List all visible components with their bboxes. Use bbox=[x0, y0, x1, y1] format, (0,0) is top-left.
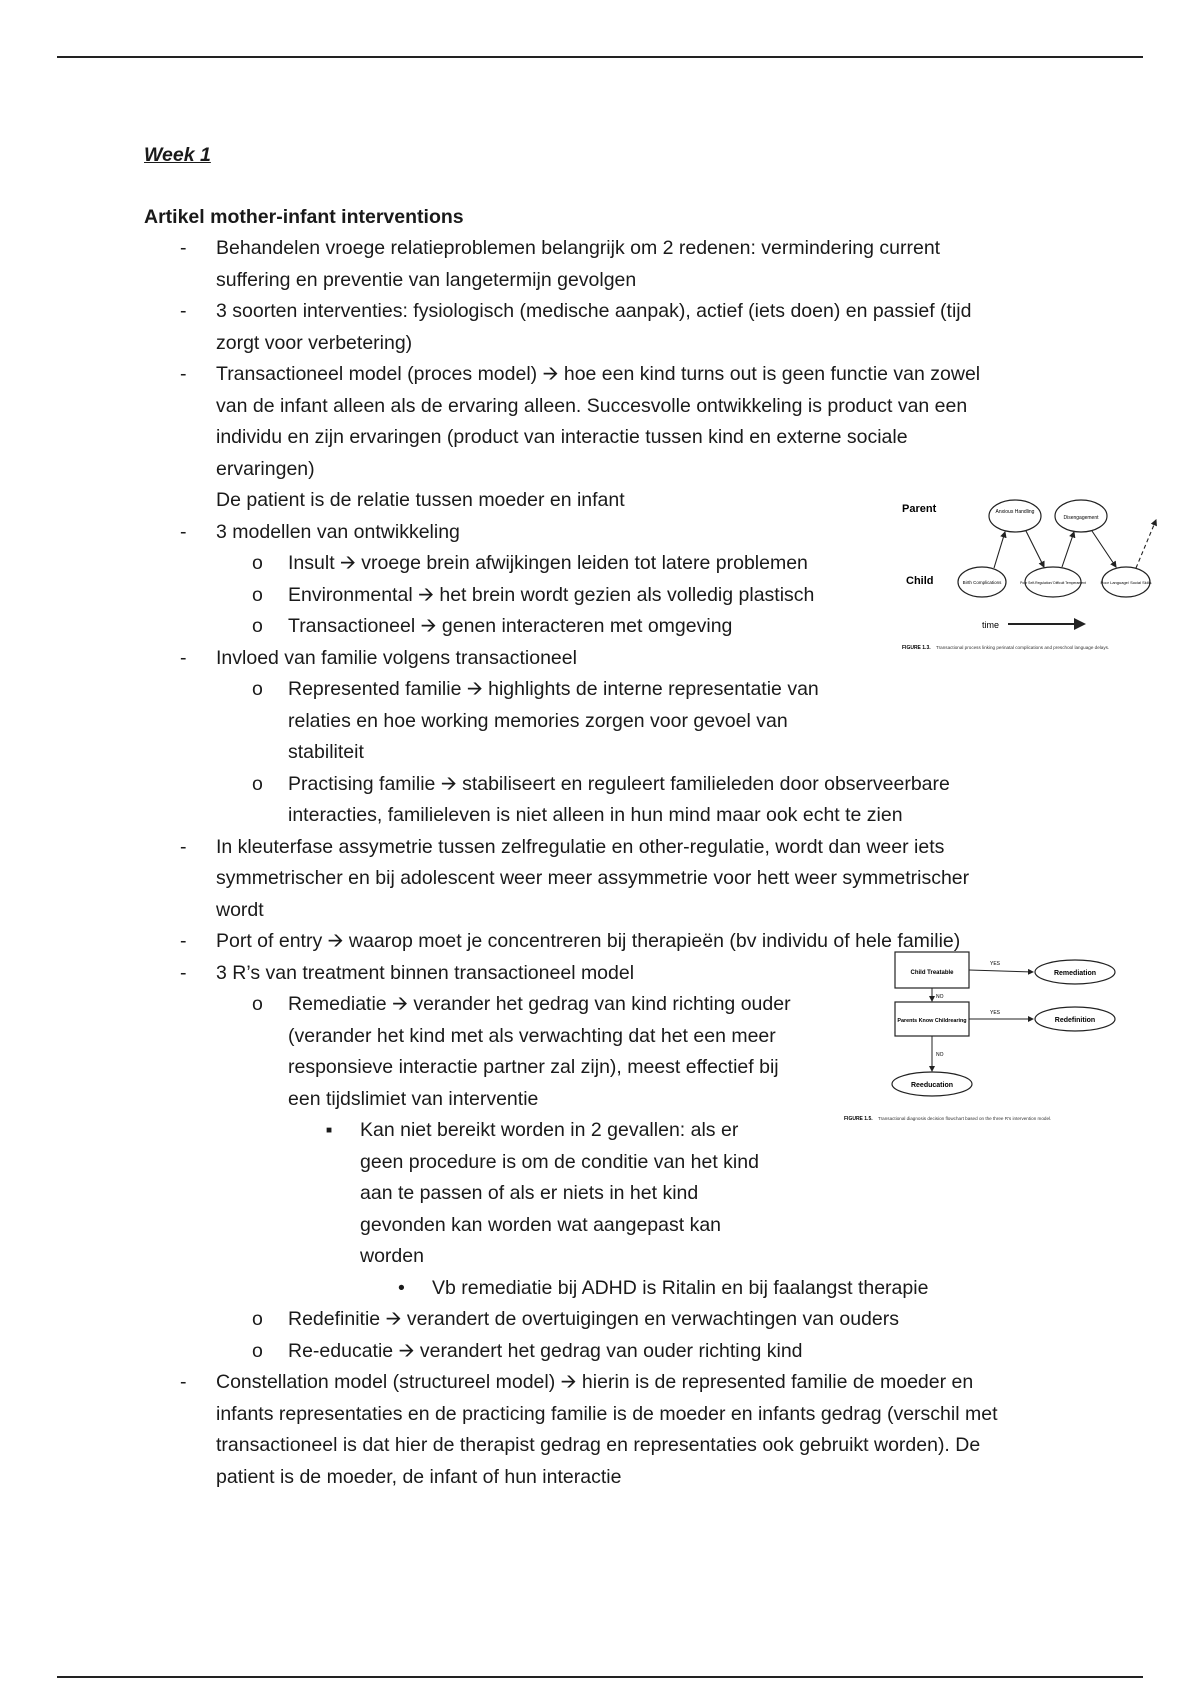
node-label: Disengagement bbox=[1063, 515, 1099, 521]
flow-arrow bbox=[969, 970, 1033, 972]
arrow-icon: 🡪 bbox=[466, 678, 483, 700]
transactional-process-diagram bbox=[898, 488, 1160, 668]
flow-label-yes: YES bbox=[990, 961, 1001, 967]
list-item: - Transactioneel model (proces model) 🡪 hoe een kind turns out is geen functie van zowel van de infant alleen als de ervaring alleen. Succesvolle ontwikkeling is product van een individu en zijn ervaringen (product van interactie tussen kind en externe sociale ervaringen) De patient is de relatie tussen moeder en infant bbox=[180, 363, 981, 511]
sub-sub-list-item: ■ Kan niet bereikt worden in 2 gevallen: als er geen procedure is om de conditie van het kind aan te passen of als er niets in het kind gevonden kan worden wat aangepast kan worden bbox=[326, 1119, 759, 1267]
arrow-icon: 🡪 bbox=[385, 1308, 402, 1330]
list-item: - Invloed van familie volgens transactioneel bbox=[180, 646, 577, 669]
list-item: - 3 R’s van treatment binnen transactioneel model bbox=[180, 961, 635, 984]
header-rule bbox=[57, 56, 1143, 58]
flow-label-yes: YES bbox=[990, 1010, 1001, 1016]
figure-caption: Transactional diagnosis decision flowchart based on the three R's intervention model. bbox=[878, 1116, 1052, 1121]
parent-label: Parent bbox=[902, 503, 937, 515]
list-item: - 3 modellen van ontwikkeling bbox=[180, 520, 460, 543]
arrow-icon: 🡪 bbox=[327, 930, 344, 952]
child-label: Child bbox=[906, 575, 934, 587]
figure-caption-label: FIGURE 1.3. bbox=[902, 645, 931, 651]
diagram-arrow bbox=[1026, 531, 1044, 567]
list-item: - In kleuterfase assymetrie tussen zelfregulatie en other-regulatie, wordt dan weer iets symmetrischer en bij adolescent weer meer assymmetrie voor hett weer symmetrischer wordt bbox=[180, 835, 970, 921]
figure-caption: Transactional process linking perinatal complications and preschool language delays. bbox=[936, 645, 1110, 650]
node-label: Poor Self-Regulation/ Difficult Temperament bbox=[1020, 581, 1086, 585]
node-label: Anxious Handling bbox=[995, 509, 1035, 515]
list-item: - Behandelen vroege relatieproblemen belangrijk om 2 redenen: vermindering current suffering en preventie van langetermijn gevolgen bbox=[180, 237, 941, 291]
diagram-arrow bbox=[1092, 531, 1116, 567]
sub-list-item: o Environmental 🡪 het brein wordt gezien als volledig plastisch bbox=[252, 583, 815, 606]
sub-list-item: o Re-educatie 🡪 verandert het gedrag van ouder richting kind bbox=[252, 1339, 803, 1362]
sub-list-item: o Practising familie 🡪 stabiliseert en reguleert familieleden door observeerbare interacties, familieleven is niet alleen in hun mind maar ook echt te zien bbox=[252, 772, 950, 826]
diagram-arrow bbox=[1136, 520, 1156, 568]
sub-list-item: o Redefinitie 🡪 verandert de overtuigingen en verwachtingen van ouders bbox=[252, 1308, 899, 1330]
arrow-icon: 🡪 bbox=[560, 1371, 577, 1393]
list-item: - Port of entry 🡪 waarop moet je concentreren bij therapieën (bv individu of hele familie) bbox=[180, 930, 961, 952]
outcome-label: Redefinition bbox=[1054, 1017, 1096, 1024]
flow-label-no: NO bbox=[936, 1052, 944, 1058]
decision-label: Child Treatable bbox=[910, 970, 954, 976]
outcome-label: Reeducation bbox=[910, 1082, 954, 1089]
diagram-arrow bbox=[1062, 532, 1074, 567]
arrow-icon: 🡪 bbox=[542, 363, 559, 385]
outcome-label: Remediation bbox=[1053, 970, 1097, 977]
arrow-icon: 🡪 bbox=[392, 993, 408, 1015]
decision-flowchart bbox=[840, 944, 1160, 1136]
footer-rule bbox=[57, 1676, 1143, 1678]
arrow-icon: 🡪 bbox=[398, 1339, 415, 1362]
arrow-icon: 🡪 bbox=[420, 615, 437, 637]
node-label: Poor Language/ Social Skills bbox=[1100, 580, 1152, 585]
transactional-process-figure bbox=[898, 488, 1160, 668]
node-label: Birth Complications bbox=[962, 580, 1002, 585]
sub-list-item: o Transactioneel 🡪 genen interacteren met omgeving bbox=[252, 615, 733, 637]
week-heading: Week 1 bbox=[144, 144, 211, 166]
main-list bbox=[144, 233, 1144, 1493]
decision-label: Parents Know Childrearing bbox=[897, 1018, 967, 1024]
list-item: - 3 soorten interventies: fysiologisch (medische aanpak), actief (iets doen) en passief (tijd zorgt voor verbetering) bbox=[180, 300, 972, 354]
decision-flowchart-figure bbox=[840, 944, 1160, 1136]
arrow-icon: 🡪 bbox=[440, 772, 457, 795]
sub-list-item: o Insult 🡪 vroege brein afwijkingen leiden tot latere problemen bbox=[252, 552, 808, 574]
list-item: - Constellation model (structureel model) 🡪 hierin is de represented familie de moeder en infants representaties en de practicing familie is de moeder en infants gedrag (verschil met transactioneel is dat hier de therapist gedrag en representaties ook gebruikt worden). De patient is de moeder, de infant of hun interactie bbox=[180, 1371, 998, 1488]
article-title: Artikel mother-infant interventions bbox=[144, 205, 464, 228]
time-label: time bbox=[982, 620, 1000, 630]
diagram-arrow bbox=[994, 532, 1005, 568]
sub-sub-sub-list-item: • Vb remediatie bij ADHD is Ritalin en bij faalangst therapie bbox=[398, 1276, 929, 1299]
sub-list-item: o Remediatie 🡪 verander het gedrag van kind richting ouder (verander het kind met als verwachting dat het een meer responsieve interactie partner zal zijn), meest effectief bij een tijdslimiet van interventie bbox=[252, 993, 791, 1110]
arrow-icon: 🡪 bbox=[340, 552, 356, 574]
document-body bbox=[144, 140, 1144, 1493]
arrow-icon: 🡪 bbox=[418, 583, 434, 606]
sub-list-item: o Represented familie 🡪 highlights de interne representatie van relaties en hoe working memories zorgen voor gevoel van stabiliteit bbox=[252, 678, 819, 763]
diagram-node bbox=[989, 500, 1041, 532]
flow-label-no: NO bbox=[936, 994, 944, 1000]
figure-caption-label: FIGURE 1.5. bbox=[844, 1116, 873, 1122]
